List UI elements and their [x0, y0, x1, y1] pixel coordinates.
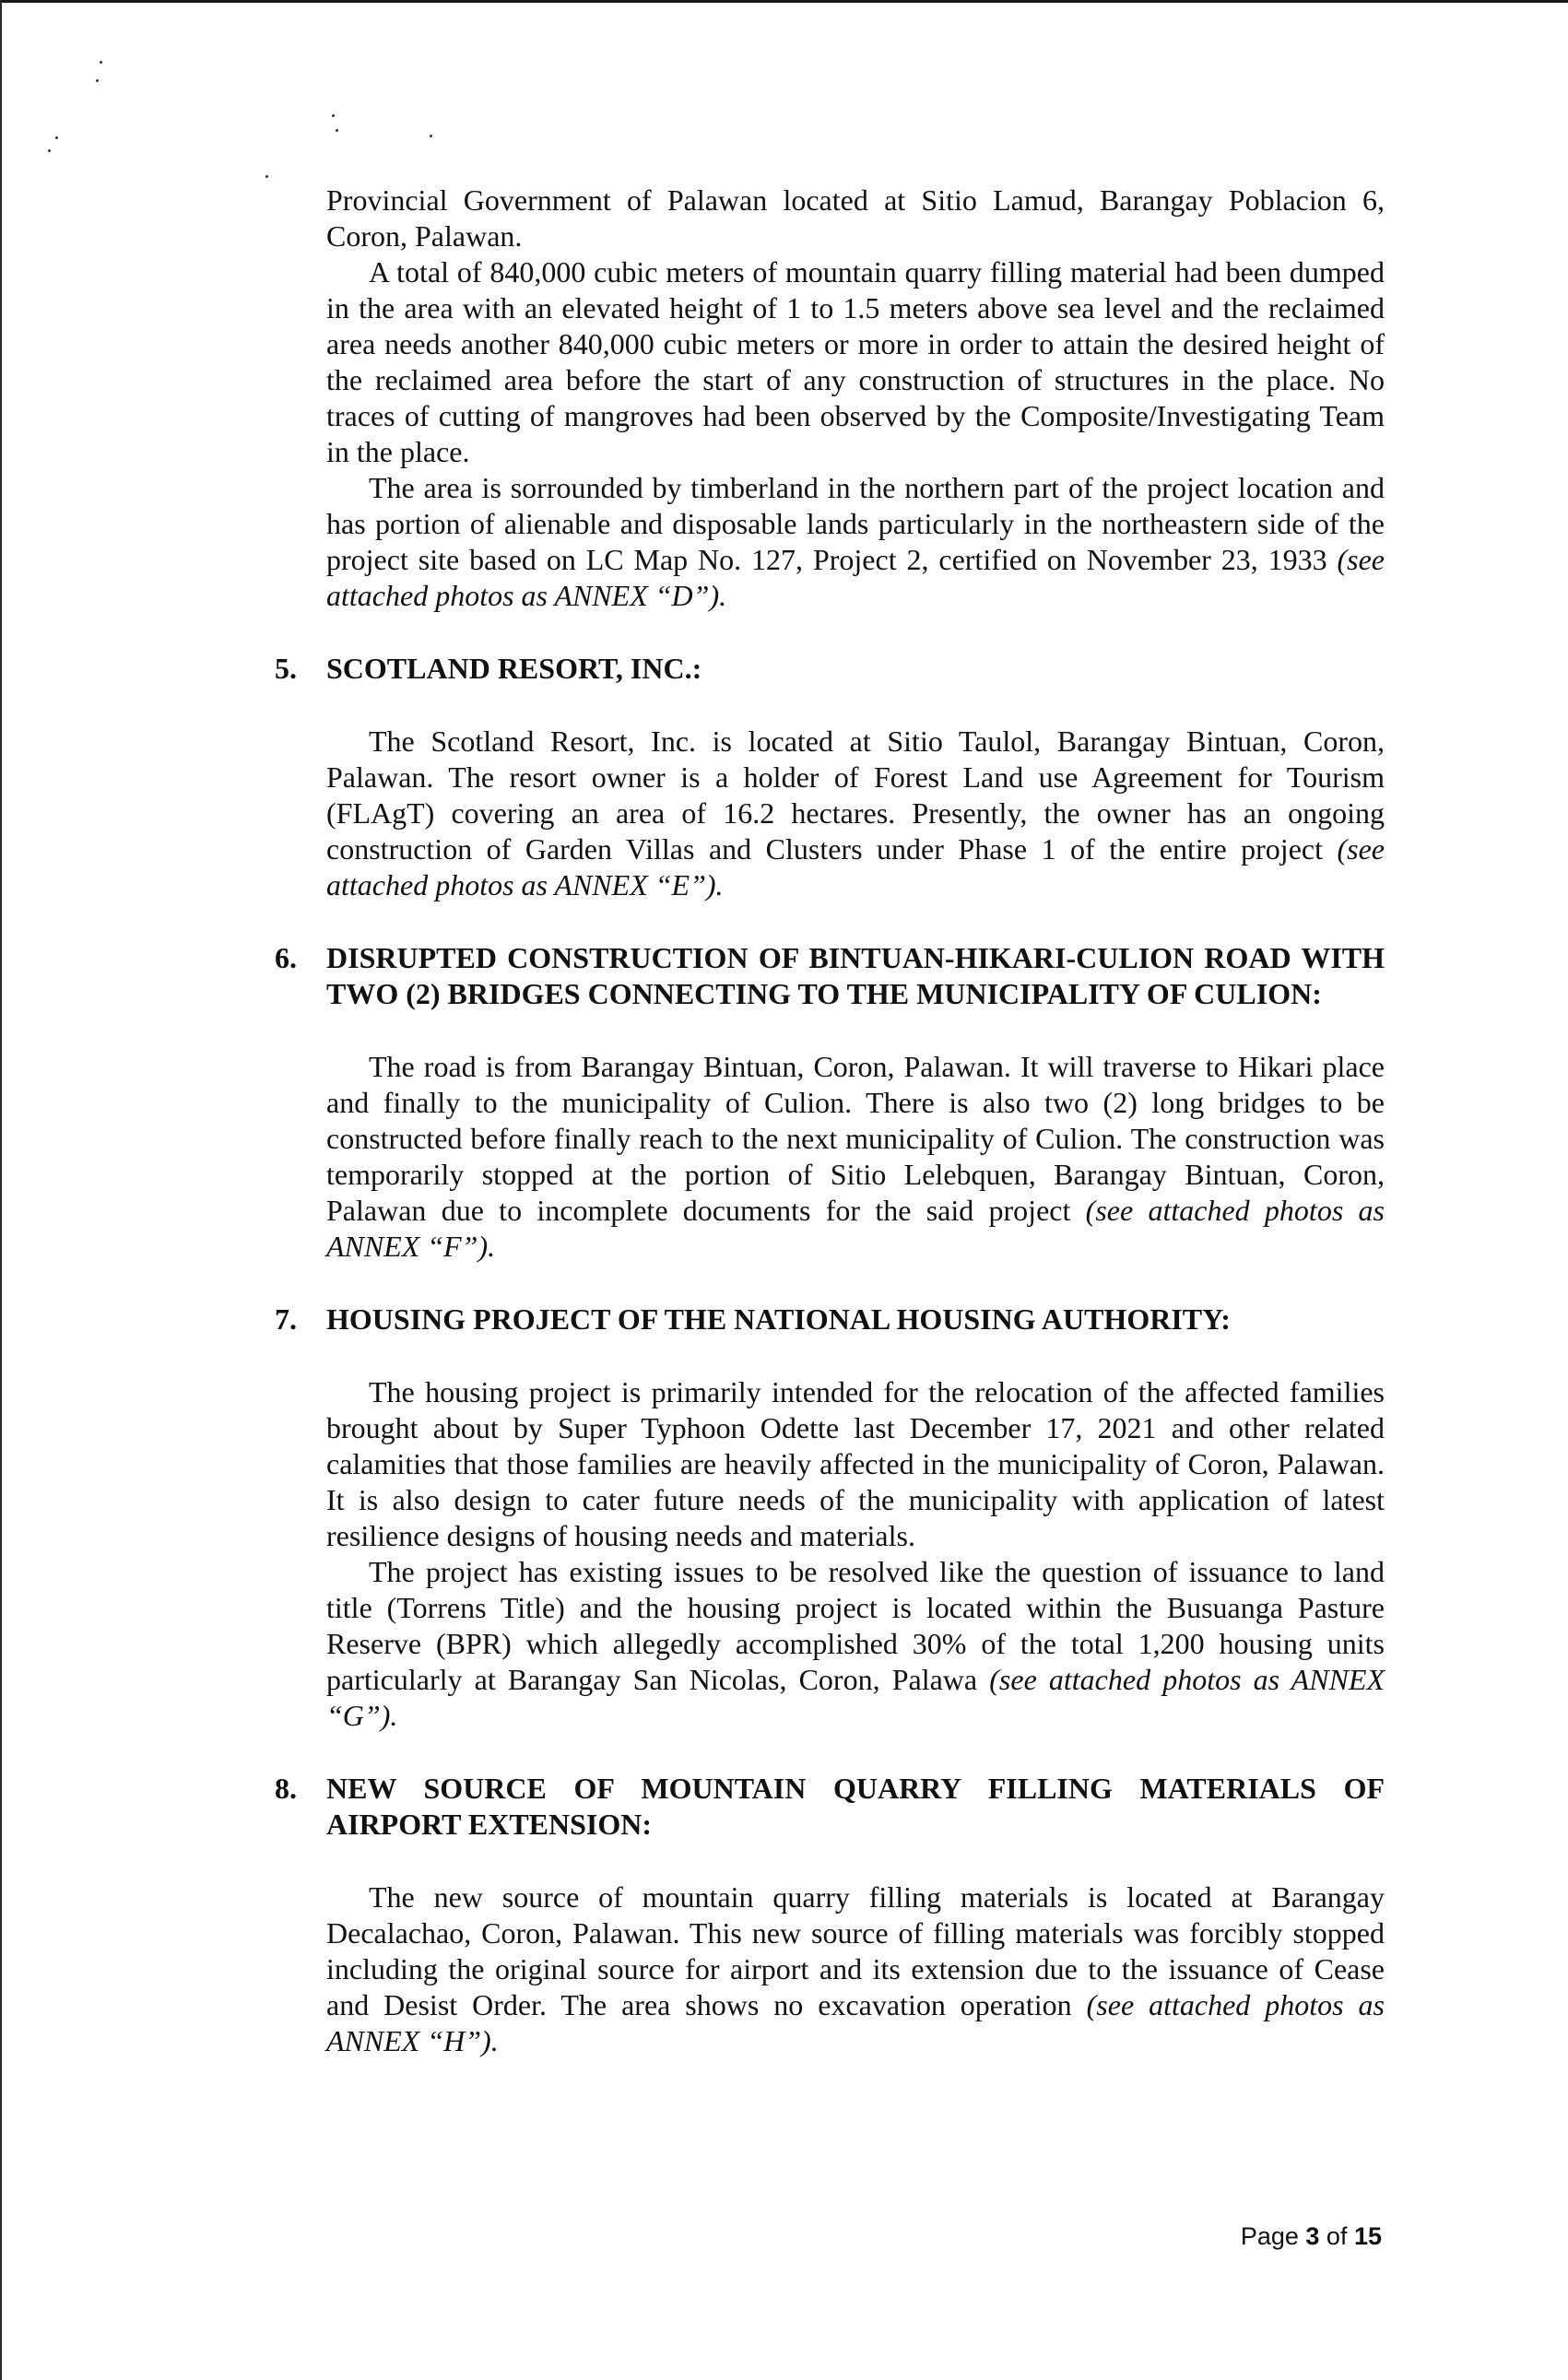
annex-reference: (see attached photos as ANNEX “G”).: [326, 1663, 1385, 1732]
paragraph-continued: Provincial Government of Palawan located at Sitio Lamud, Barangay Poblacion 6, Coron, Palawan.: [326, 183, 1385, 253]
page-word: Page: [1240, 2222, 1306, 2250]
paragraph-text: The housing project is primarily intended for the relocation of the affected families brought about by Super Typhoon Odette last December 17, 2021 and other related calamities that those families are heavily affected in the municipality of Coron, Palawan. It is also design to cater future needs of the municipality with application of latest resilience designs of housing needs and materials.: [326, 1375, 1385, 1552]
section-heading: [275, 940, 1385, 1012]
section-heading: [275, 651, 1385, 687]
section-number: 5.: [275, 652, 297, 685]
section-paragraph: [326, 1879, 1385, 2059]
annex-reference: (see attached photos as ANNEX “H”).: [326, 1988, 1385, 2057]
paragraph-quarry-volume: A total of 840,000 cubic meters of mountain quarry filling material had been dumped in the area with an elevated height of 1 to 1.5 meters above sea level and the reclaimed area needs another 840,000 cubic meters or more in order to attain the desired height of the reclaimed area before the start of any construction of structures in the place. No traces of cutting of mangroves had been observed by the Composite/Investigating Team in the place.: [326, 255, 1385, 468]
section-heading: [275, 1302, 1385, 1337]
scan-speck: [96, 79, 99, 82]
paragraph-timberland: [326, 470, 1385, 614]
annex-reference: (see attached photos as ANNEX “F”).: [326, 1194, 1385, 1263]
section-number: 7.: [275, 1302, 297, 1336]
section-number: 6.: [275, 941, 297, 974]
section-heading: [275, 1771, 1385, 1843]
page-total: 15: [1353, 2222, 1382, 2250]
document-body: [275, 183, 1385, 2059]
section-paragraph: [326, 1049, 1385, 1265]
section-paragraph: [326, 1374, 1385, 1554]
paragraph-text: The new source of mountain quarry filling materials is located at Barangay Decalachao, Coron, Palawan. This new source of filling materials was forcibly stopped including the original source for airport and its extension due to the issuance of Cease and Desist Order. The area shows no excavation operation: [326, 1880, 1385, 2021]
scan-speck: [336, 129, 338, 132]
sections: [275, 651, 1385, 2059]
section-title: DISRUPTED CONSTRUCTION OF BINTUAN-HIKARI-CULION ROAD WITH TWO (2) BRIDGES CONNECTING TO THE MUNICIPALITY OF CULION:: [326, 941, 1385, 1010]
scan-speck: [265, 175, 268, 178]
section-title: SCOTLAND RESORT, INC.:: [326, 652, 702, 685]
page-current: 3: [1305, 2222, 1320, 2250]
page-of: of: [1319, 2222, 1354, 2250]
scan-speck: [100, 61, 102, 64]
paragraph-text: The Scotland Resort, Inc. is located at Sitio Taulol, Barangay Bintuan, Coron, Palawan. The resort owner is a holder of Forest Land use Agreement for Tourism (FLAgT) covering an area of 16.2 hectares. Presently, the owner has an ongoing construction of Garden Villas and Clusters under Phase 1 of the entire project: [326, 725, 1385, 866]
annex-reference: (see attached photos as ANNEX “E”).: [326, 832, 1385, 901]
scan-speck: [55, 136, 58, 139]
section-paragraph: [326, 724, 1385, 903]
paragraph-text: The road is from Barangay Bintuan, Coron, Palawan. It will traverse to Hikari place and finally to the municipality of Culion. There is also two (2) long bridges to be constructed before finally reach to the next municipality of Culion. The construction was temporarily stopped at the portion of Sitio Lelebquen, Barangay Bintuan, Coron, Palawan due to incomplete documents for the said project: [326, 1050, 1385, 1227]
scan-edge-top: [0, 0, 1568, 3]
scan-speck: [332, 114, 335, 117]
paragraph-text: The area is sorrounded by timberland in the northern part of the project location and has portion of alienable and disposable lands particularly in the northeastern side of the project site based on LC Map No. 127, Project 2, certified on November 23, 1933: [326, 471, 1385, 576]
page-number: [1241, 2222, 1382, 2251]
section-title: HOUSING PROJECT OF THE NATIONAL HOUSING AUTHORITY:: [326, 1302, 1231, 1336]
scan-speck: [48, 149, 51, 152]
annex-reference: (see attached photos as ANNEX “D”).: [326, 543, 1385, 612]
paragraph-text: The project has existing issues to be resolved like the question of issuance to land title (Torrens Title) and the housing project is located within the Busuanga Pasture Reserve (BPR) which allegedly accomplished 30% of the total 1,200 housing units particularly at Barangay San Nicolas, Coron, Palawa: [326, 1555, 1385, 1696]
section-number: 8.: [275, 1772, 297, 1805]
section-title: NEW SOURCE OF MOUNTAIN QUARRY FILLING MATERIALS OF AIRPORT EXTENSION:: [326, 1772, 1385, 1841]
scan-edge-left: [0, 0, 2, 2380]
section-paragraph: [326, 1554, 1385, 1734]
scan-speck: [430, 135, 432, 137]
